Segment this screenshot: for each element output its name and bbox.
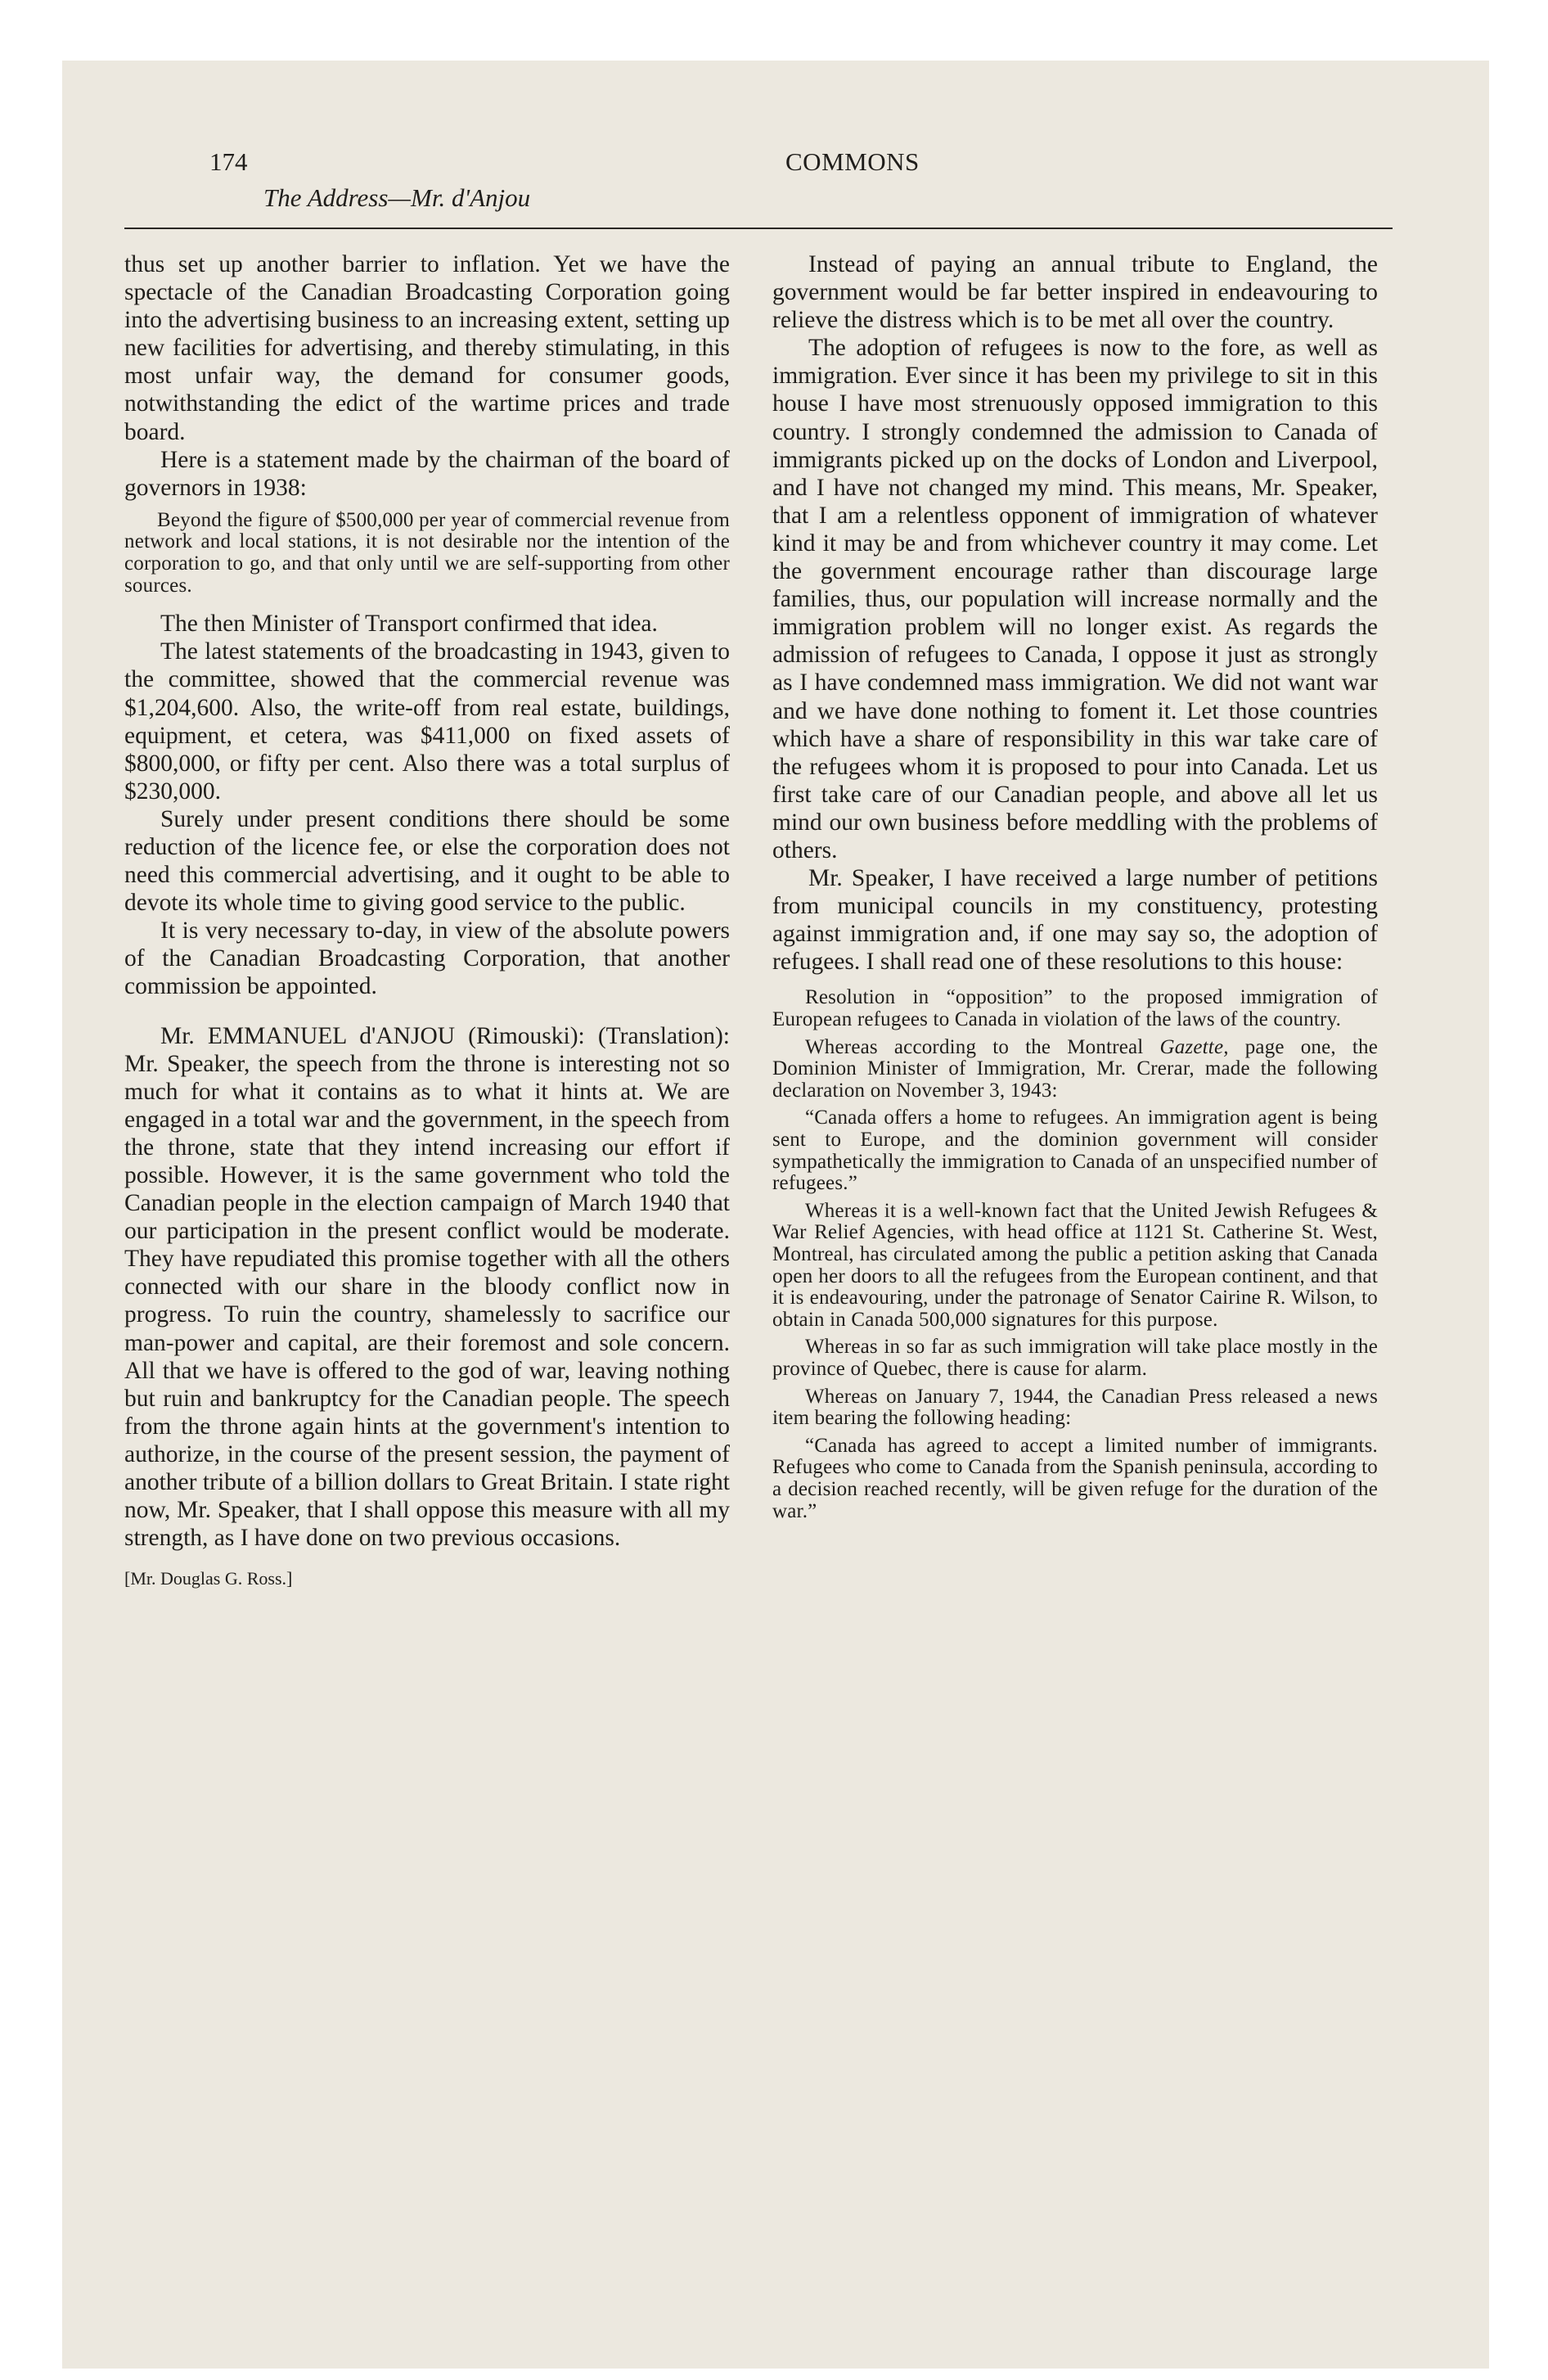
resolution-text: Whereas it is a well-known fact that the United Jewish Refugees & War Relief Agencies, with head office at 1121 St. Catherine St. West, Montreal, has circulated among the public a petition asking that Canada open her doors to all the refugees from the European continent, and that it is endeavouring, under the patronage of Senator Cairine R. Wilson, to obtain in Canada 500,000 signatures for this purpose. <box>772 1199 1378 1331</box>
paragraph: It is very necessary to-day, in view of the absolute powers of the Canadian Broadcasting Corporation, that another commission be appointed. <box>124 917 730 1000</box>
header-rule <box>124 228 1393 229</box>
left-column <box>124 250 730 1593</box>
paragraph: The latest statements of the broadcasting in 1943, given to the committee, showed that the commercial revenue was $1,204,600. Also, the write-off from real estate, buildings, equipment, et cetera, was $411,000 on fixed assets of $800,000, or fifty per cent. Also there was a total surplus of $230,000. <box>124 638 730 805</box>
resolution-text <box>772 1037 1378 1102</box>
paragraph: Here is a statement made by the chairman of the board of governors in 1938: <box>124 446 730 501</box>
hansard-page <box>124 0 1393 2380</box>
resolution-text-part: Whereas according to the Montreal <box>805 1035 1160 1058</box>
resolution-text: Whereas in so far as such immigration will take place mostly in the province of Quebec, there is cause for alarm. <box>772 1336 1378 1380</box>
paragraph: Instead of paying an annual tribute to England, the government would be far better inspired in endeavouring to relieve the distress which is to be met all over the country. <box>772 251 1378 334</box>
block-quote: Beyond the figure of $500,000 per year of commercial revenue from network and local stations, it is not desirable nor the intention of the corporation to go, and that only until we are self-supporting from other sources. <box>124 508 730 597</box>
speech-paragraph: Mr. EMMANUEL d'ANJOU (Rimouski): (Translation): Mr. Speaker, the speech from the throne is interesting not so much for what it contains as to what it hints at. We are engaged in a total war and the government, in the speech from the throne, state that they intend increasing our effort if possible. However, it is the same government who told the Canadian people in the election campaign of March 1940 that our participation in the present conflict would be moderate. They have repudiated this promise together with all the others connected with our share in the bloody conflict now in progress. To ruin the country, shamelessly to sacrifice our man-power and capital, are their foremost and sole concern. All that we have is offered to the god of war, leaving nothing but ruin and bankruptcy for the Canadian people. The speech from the throne again hints at the government's intention to authorize, in the course of the present session, the payment of another tribute of a billion dollars to Great Britain. I state right now, Mr. Speaker, that I shall oppose this measure with all my strength, as I have done on two previous occasions. <box>124 1022 730 1552</box>
newspaper-name: Gazette, <box>1159 1035 1229 1058</box>
resolution-text-part: page one, the Dominion Minister of Immigration, Mr. Crerar, made the following declaration on November 3, 1943: <box>772 1035 1378 1102</box>
paragraph: thus set up another barrier to inflation. Yet we have the spectacle of the Canadian Broadcasting Corporation going into the advertising business to an increasing extent, setting up new facilities for advertising, and thereby stimulating, in this most unfair way, the demand for consumer goods, notwithstanding the edict of the wartime prices and trade board. <box>124 251 730 445</box>
running-title: COMMONS <box>785 147 920 176</box>
right-column <box>772 250 1378 1528</box>
paragraph: Surely under present conditions there should be some reduction of the licence fee, or else the corporation does not need this commercial advertising, and it ought to be able to devote its whole time to giving good service to the public. <box>124 805 730 917</box>
paragraph: The then Minister of Transport confirmed that idea. <box>160 611 658 638</box>
paragraph: The adoption of refugees is now to the fore, as well as immigration. Ever since it has been my privilege to sit in this house I have most strenuously opposed immigration to this country. I strongly condemned the admission to Canada of immigrants picked up on the docks of London and Liverpool, and I have not changed my mind. This means, Mr. Speaker, that I am a relentless opponent of immigration of whatever kind it may be and from whichever country it may come. Let the government encourage rather than discourage large families, thus, our population will increase normally and the immigration problem will no longer exist. As regards the admission of refugees to Canada, I oppose it just as strongly as I have condemned mass immigration. We did not want war and we have done nothing to foment it. Let those countries which have a share of responsibility in this war take care of the refugees whom it is proposed to pour into Canada. Let us first take care of our Canadian people, and above all let us mind our own business before meddling with the problems of others. <box>772 335 1378 863</box>
running-subtitle: The Address—Mr. d'Anjou <box>263 183 531 212</box>
resolution-text: Resolution in “opposition” to the proposed immigration of European refugees to Canada in violation of the laws of the country. <box>772 986 1378 1031</box>
footer-speaker-note: [Mr. Douglas G. Ross.] <box>124 1568 293 1589</box>
page-number: 174 <box>209 147 248 176</box>
resolution-text: Whereas on January 7, 1944, the Canadian Press released a news item bearing the following heading: <box>772 1385 1378 1430</box>
resolution-quote: “Canada offers a home to refugees. An immigration agent is being sent to Europe, and the dominion government will consider sympathetically the immigration to Canada of an unspecified number of refugees.” <box>772 1107 1378 1195</box>
resolution-quote: “Canada has agreed to accept a limited number of immigrants. Refugees who come to Canada from the Spanish peninsula, according to a decision reached recently, will be given refuge for the duration of the war.” <box>772 1434 1378 1522</box>
paragraph: Mr. Speaker, I have received a large number of petitions from municipal councils in my constituency, protesting against immigration and, if one may say so, the adoption of refugees. I shall read one of these resolutions to this house: <box>772 865 1378 976</box>
